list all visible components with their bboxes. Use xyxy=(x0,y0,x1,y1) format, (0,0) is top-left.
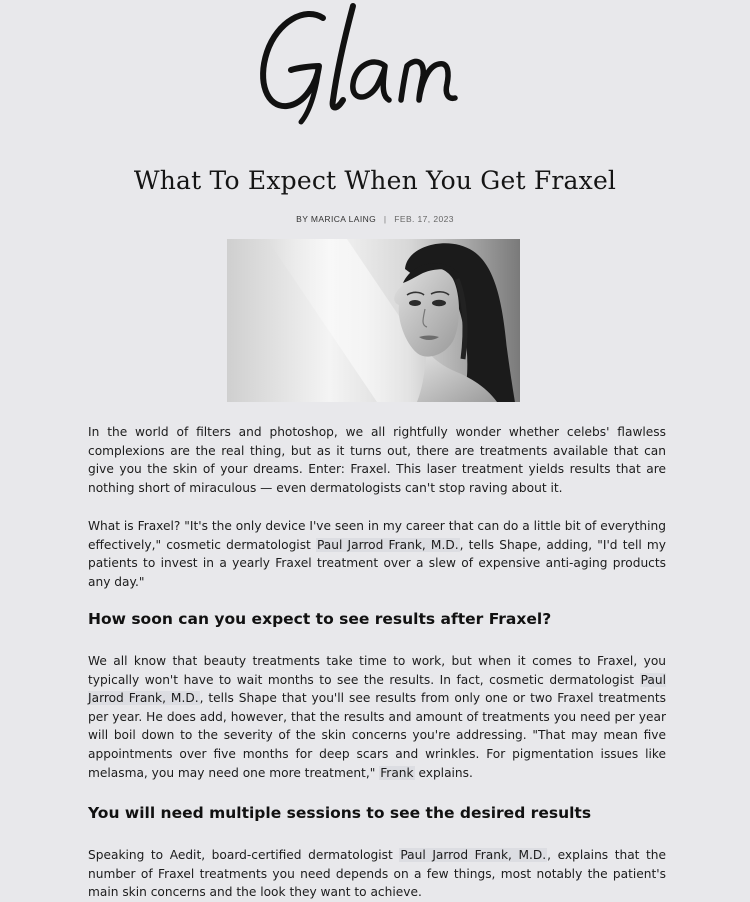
glam-logo[interactable] xyxy=(245,0,505,130)
byline xyxy=(0,214,750,224)
what-is-fraxel-paragraph xyxy=(88,517,666,591)
paragraph-text: , tells Shape, adding, "I'd tell my patients to invest in a yearly Fraxel treatment over a slew of expensive anti-aging products any day." xyxy=(88,537,666,589)
section-heading-sessions: You will need multiple sessions to see the desired results xyxy=(88,804,592,822)
portrait-photo-icon xyxy=(227,239,520,402)
paragraph-text: Speaking to Aedit, board-certified dermatologist xyxy=(88,848,400,862)
author-name[interactable]: BY MARICA LAING xyxy=(296,214,377,224)
paragraph-text: What is Fraxel? "It's the only device I've seen in my career that can do a little bit of everything effectively," cosmetic dermatologist xyxy=(88,519,666,552)
doctor-name-link[interactable]: Paul Jarrod Frank, M.D. xyxy=(400,848,547,862)
intro-paragraph: In the world of filters and photoshop, we all rightfully wonder whether celebs' flawless complexions are the real thing, but as it turns out, there are treatments available that can give you the skin of your dreams. Enter: Fraxel. This laser treatment yields results that are nothing short of miraculous — even dermatologists can't stop raving about it. xyxy=(88,425,666,495)
doctor-surname-link[interactable]: Frank xyxy=(380,765,414,780)
publish-date: FEB. 17, 2023 xyxy=(394,214,454,224)
doctor-name-link[interactable]: Paul Jarrod Frank, M.D. xyxy=(88,672,666,706)
hero-image xyxy=(227,239,520,402)
paragraph-text: We all know that beauty treatments take time to work, but when it comes to Fraxel, you typically won't have to wait months to see the results. In fact, cosmetic dermatologist xyxy=(88,654,666,687)
paragraph-text: , tells Shape that you'll see results from only one or two Fraxel treatments per year. He does add, however, that the results and amount of treatments you need per year will boil down to the severity of the skin concerns you're addressing. "That may mean five appointments over five months for deep scars and wrinkles. For pigmentation issues like melasma, you may need one more treatment," xyxy=(88,691,667,780)
sessions-paragraph xyxy=(88,846,666,902)
article-title: What To Expect When You Get Fraxel xyxy=(133,166,617,195)
doctor-name-link[interactable]: Paul Jarrod Frank, M.D. xyxy=(317,537,459,552)
paragraph-text: , explains that the number of Fraxel treatments you need depends on a few things, most notably the patient's main skin concerns and the look they want to achieve. xyxy=(88,848,667,900)
paragraph-text: explains. xyxy=(414,765,473,780)
results-paragraph xyxy=(88,652,666,782)
byline-separator: | xyxy=(383,214,387,224)
section-heading-results: How soon can you expect to see results after Fraxel? xyxy=(88,610,552,628)
glam-logo-mark xyxy=(245,0,505,130)
